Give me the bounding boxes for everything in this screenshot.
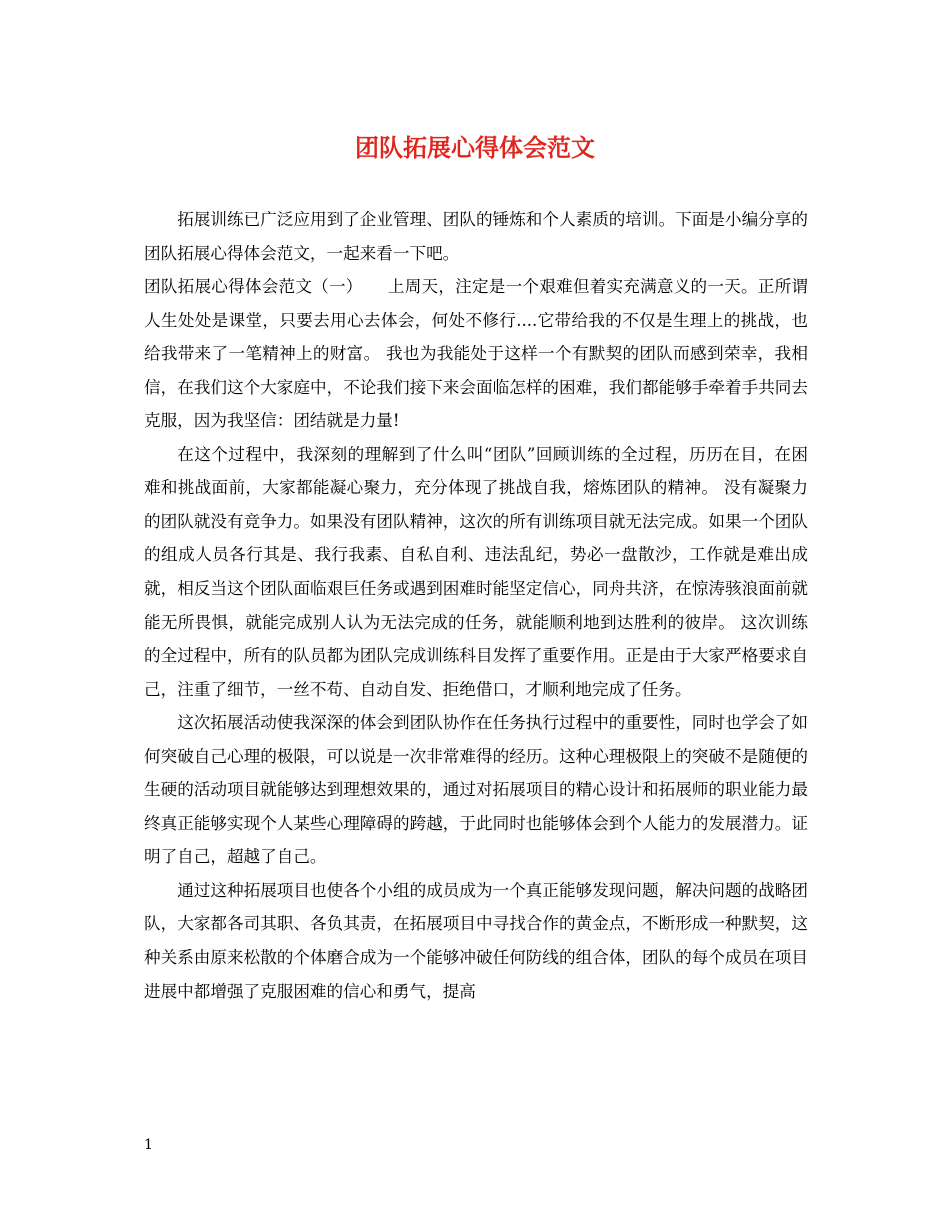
- intro-paragraph: 拓展训练已广泛应用到了企业管理、团队的锤炼和个人素质的培训。下面是小编分享的团队拓展心得体会范文，一起来看一下吧。: [144, 210, 808, 263]
- psychological-limit-paragraph: 这次拓展活动使我深深的体会到团队协作在任务执行过程中的重要性，同时也学会了如何突破自己心理的极限，可以说是一次非常难得的经历。这种心理极限上的突破不是随便的生硬的活动项目就能够达到理想效果的，通过对拓展项目的精心设计和拓展师的职业能力最终真正能够实现个人某些心理障碍的跨越，于此同时也能够体会到个人能力的发展潜力。证明了自己，超越了自己。: [144, 713, 808, 867]
- page-number: 1: [144, 1137, 153, 1153]
- document-title: 团队拓展心得体会范文: [355, 133, 595, 162]
- essay-one-paragraph: 团队拓展心得体会范文（一） 上周天，注定是一个艰难但着实充满意义的一天。正所谓人生处处是课堂，只要去用心去体会，何处不修行....它带给我的不仅是生理上的挑战，也给我带来了一笔精神上的财富。 我也为我能处于这样一个有默契的团队而感到荣幸，我相信，在我们这个大家庭中，不论我们接下来会面临怎样的困难，我们都能够手牵着手共同去克服，因为我坚信：团结就是力量!: [144, 277, 808, 431]
- team-process-paragraph: 在这个过程中，我深刻的理解到了什么叫“团队”回顾训练的全过程，历历在目，在困难和挑战面前，大家都能凝心聚力，充分体现了挑战自我，熔炼团队的精神。 没有凝聚力的团队就没有竞争力。如果没有团队精神，这次的所有训练项目就无法完成。如果一个团队的组成人员各行其是、我行我素、自私自利、违法乱纪，势必一盘散沙，工作就是难出成就，相反当这个团队面临艰巨任务或遇到困难时能坚定信心，同舟共济，在惊涛骇浪面前就能无所畏惧，就能完成别人认为无法完成的任务，就能顺利地到达胜利的彼岸。 这次训练的全过程中，所有的队员都为团队完成训练科目发挥了重要作用。正是由于大家严格要求自己，注重了细节，一丝不苟、自动自发、拒绝借口，才顺利地完成了任务。: [144, 444, 808, 699]
- team-strategy-paragraph: 通过这种拓展项目也使各个小组的成员成为一个真正能够发现问题，解决问题的战略团队，大家都各司其职、各负其责，在拓展项目中寻找合作的黄金点，不断形成一种默契，这种关系由原来松散的个体磨合成为一个能够冲破任何防线的组合体，团队的每个成员在项目进展中都增强了克服困难的信心和勇气，提高: [144, 880, 808, 1001]
- document-body: [144, 203, 808, 1008]
